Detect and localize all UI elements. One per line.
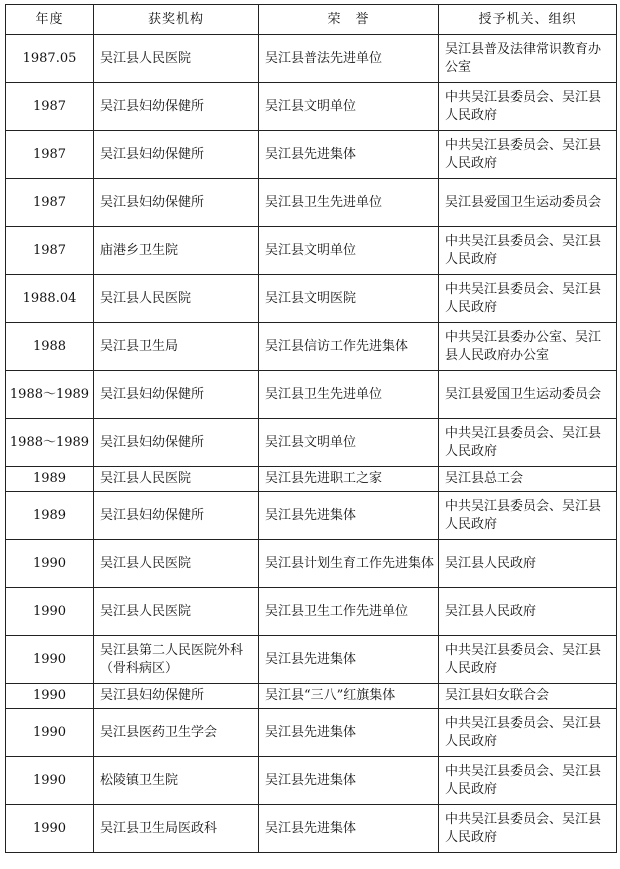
cell-grantor: 吴江县总工会 <box>439 467 617 492</box>
cell-honor: 吴江县计划生育工作先进集体 <box>259 540 439 588</box>
cell-grantor: 中共吴江县委员会、吴江县人民政府 <box>439 419 617 467</box>
table-row <box>6 419 617 467</box>
header-year: 年度 <box>6 5 94 35</box>
cell-org: 松陵镇卫生院 <box>94 757 259 805</box>
awards-table <box>5 4 617 853</box>
cell-honor: 吴江县文明单位 <box>259 83 439 131</box>
cell-grantor: 中共吴江县委员会、吴江县人民政府 <box>439 636 617 684</box>
cell-org: 吴江县人民医院 <box>94 588 259 636</box>
table-header-row <box>6 5 617 35</box>
cell-honor: 吴江县先进集体 <box>259 757 439 805</box>
table-row <box>6 588 617 636</box>
table-row <box>6 275 617 323</box>
table-row <box>6 467 617 492</box>
cell-org: 吴江县人民医院 <box>94 35 259 83</box>
cell-honor: 吴江县信访工作先进集体 <box>259 323 439 371</box>
cell-year: 1987.05 <box>6 35 94 83</box>
cell-year: 1989 <box>6 467 94 492</box>
cell-grantor: 中共吴江县委员会、吴江县人民政府 <box>439 275 617 323</box>
cell-year: 1988～1989 <box>6 371 94 419</box>
header-org: 获奖机构 <box>94 5 259 35</box>
cell-year: 1990 <box>6 684 94 709</box>
cell-grantor: 吴江县爱国卫生运动委员会 <box>439 371 617 419</box>
cell-honor: 吴江县先进集体 <box>259 492 439 540</box>
cell-honor: 吴江县普法先进单位 <box>259 35 439 83</box>
cell-org: 吴江县医药卫生学会 <box>94 709 259 757</box>
table-row <box>6 492 617 540</box>
table-row <box>6 371 617 419</box>
cell-org: 吴江县妇幼保健所 <box>94 419 259 467</box>
cell-year: 1988 <box>6 323 94 371</box>
cell-org: 吴江县妇幼保健所 <box>94 684 259 709</box>
cell-year: 1990 <box>6 709 94 757</box>
table-row <box>6 35 617 83</box>
cell-honor: 吴江县先进集体 <box>259 805 439 853</box>
cell-honor: 吴江县文明单位 <box>259 227 439 275</box>
cell-year: 1990 <box>6 805 94 853</box>
cell-honor: 吴江县卫生工作先进单位 <box>259 588 439 636</box>
cell-honor: 吴江县先进集体 <box>259 131 439 179</box>
cell-grantor: 中共吴江县委员会、吴江县人民政府 <box>439 757 617 805</box>
cell-honor: 吴江县卫生先进单位 <box>259 371 439 419</box>
cell-year: 1987 <box>6 227 94 275</box>
table-row <box>6 805 617 853</box>
table-row <box>6 131 617 179</box>
cell-year: 1990 <box>6 757 94 805</box>
cell-org: 吴江县妇幼保健所 <box>94 179 259 227</box>
cell-org: 吴江县卫生局 <box>94 323 259 371</box>
cell-org: 吴江县人民医院 <box>94 275 259 323</box>
cell-grantor: 中共吴江县委办公室、吴江县人民政府办公室 <box>439 323 617 371</box>
table-row <box>6 636 617 684</box>
table-row <box>6 179 617 227</box>
cell-honor: 吴江县先进集体 <box>259 636 439 684</box>
table-row <box>6 83 617 131</box>
cell-year: 1990 <box>6 588 94 636</box>
cell-grantor: 中共吴江县委员会、吴江县人民政府 <box>439 709 617 757</box>
cell-org: 吴江县人民医院 <box>94 540 259 588</box>
cell-grantor: 吴江县人民政府 <box>439 588 617 636</box>
table-row <box>6 227 617 275</box>
table-row <box>6 684 617 709</box>
table-row <box>6 709 617 757</box>
cell-grantor: 吴江县妇女联合会 <box>439 684 617 709</box>
cell-year: 1987 <box>6 83 94 131</box>
cell-honor: 吴江县卫生先进单位 <box>259 179 439 227</box>
cell-grantor: 中共吴江县委员会、吴江县人民政府 <box>439 805 617 853</box>
cell-org: 吴江县妇幼保健所 <box>94 492 259 540</box>
cell-honor: 吴江县先进职工之家 <box>259 467 439 492</box>
table-row <box>6 323 617 371</box>
cell-org: 吴江县妇幼保健所 <box>94 131 259 179</box>
header-honor: 荣 誉 <box>259 5 439 35</box>
cell-year: 1989 <box>6 492 94 540</box>
table-row <box>6 540 617 588</box>
cell-honor: 吴江县文明医院 <box>259 275 439 323</box>
cell-year: 1990 <box>6 540 94 588</box>
cell-grantor: 中共吴江县委员会、吴江县人民政府 <box>439 131 617 179</box>
cell-grantor: 中共吴江县委员会、吴江县人民政府 <box>439 227 617 275</box>
cell-org: 吴江县妇幼保健所 <box>94 371 259 419</box>
cell-org: 庙港乡卫生院 <box>94 227 259 275</box>
awards-table-body <box>6 35 617 853</box>
cell-year: 1990 <box>6 636 94 684</box>
cell-org: 吴江县第二人民医院外科（骨科病区） <box>94 636 259 684</box>
cell-org: 吴江县卫生局医政科 <box>94 805 259 853</box>
cell-grantor: 中共吴江县委员会、吴江县人民政府 <box>439 492 617 540</box>
cell-org: 吴江县妇幼保健所 <box>94 83 259 131</box>
cell-year: 1987 <box>6 179 94 227</box>
cell-year: 1988.04 <box>6 275 94 323</box>
cell-year: 1988～1989 <box>6 419 94 467</box>
header-grantor: 授予机关、组织 <box>439 5 617 35</box>
cell-grantor: 中共吴江县委员会、吴江县人民政府 <box>439 83 617 131</box>
cell-honor: 吴江县文明单位 <box>259 419 439 467</box>
cell-grantor: 吴江县人民政府 <box>439 540 617 588</box>
cell-org: 吴江县人民医院 <box>94 467 259 492</box>
cell-honor: 吴江县“三八”红旗集体 <box>259 684 439 709</box>
table-row <box>6 757 617 805</box>
cell-honor: 吴江县先进集体 <box>259 709 439 757</box>
cell-grantor: 吴江县爱国卫生运动委员会 <box>439 179 617 227</box>
cell-year: 1987 <box>6 131 94 179</box>
cell-grantor: 吴江县普及法律常识教育办公室 <box>439 35 617 83</box>
